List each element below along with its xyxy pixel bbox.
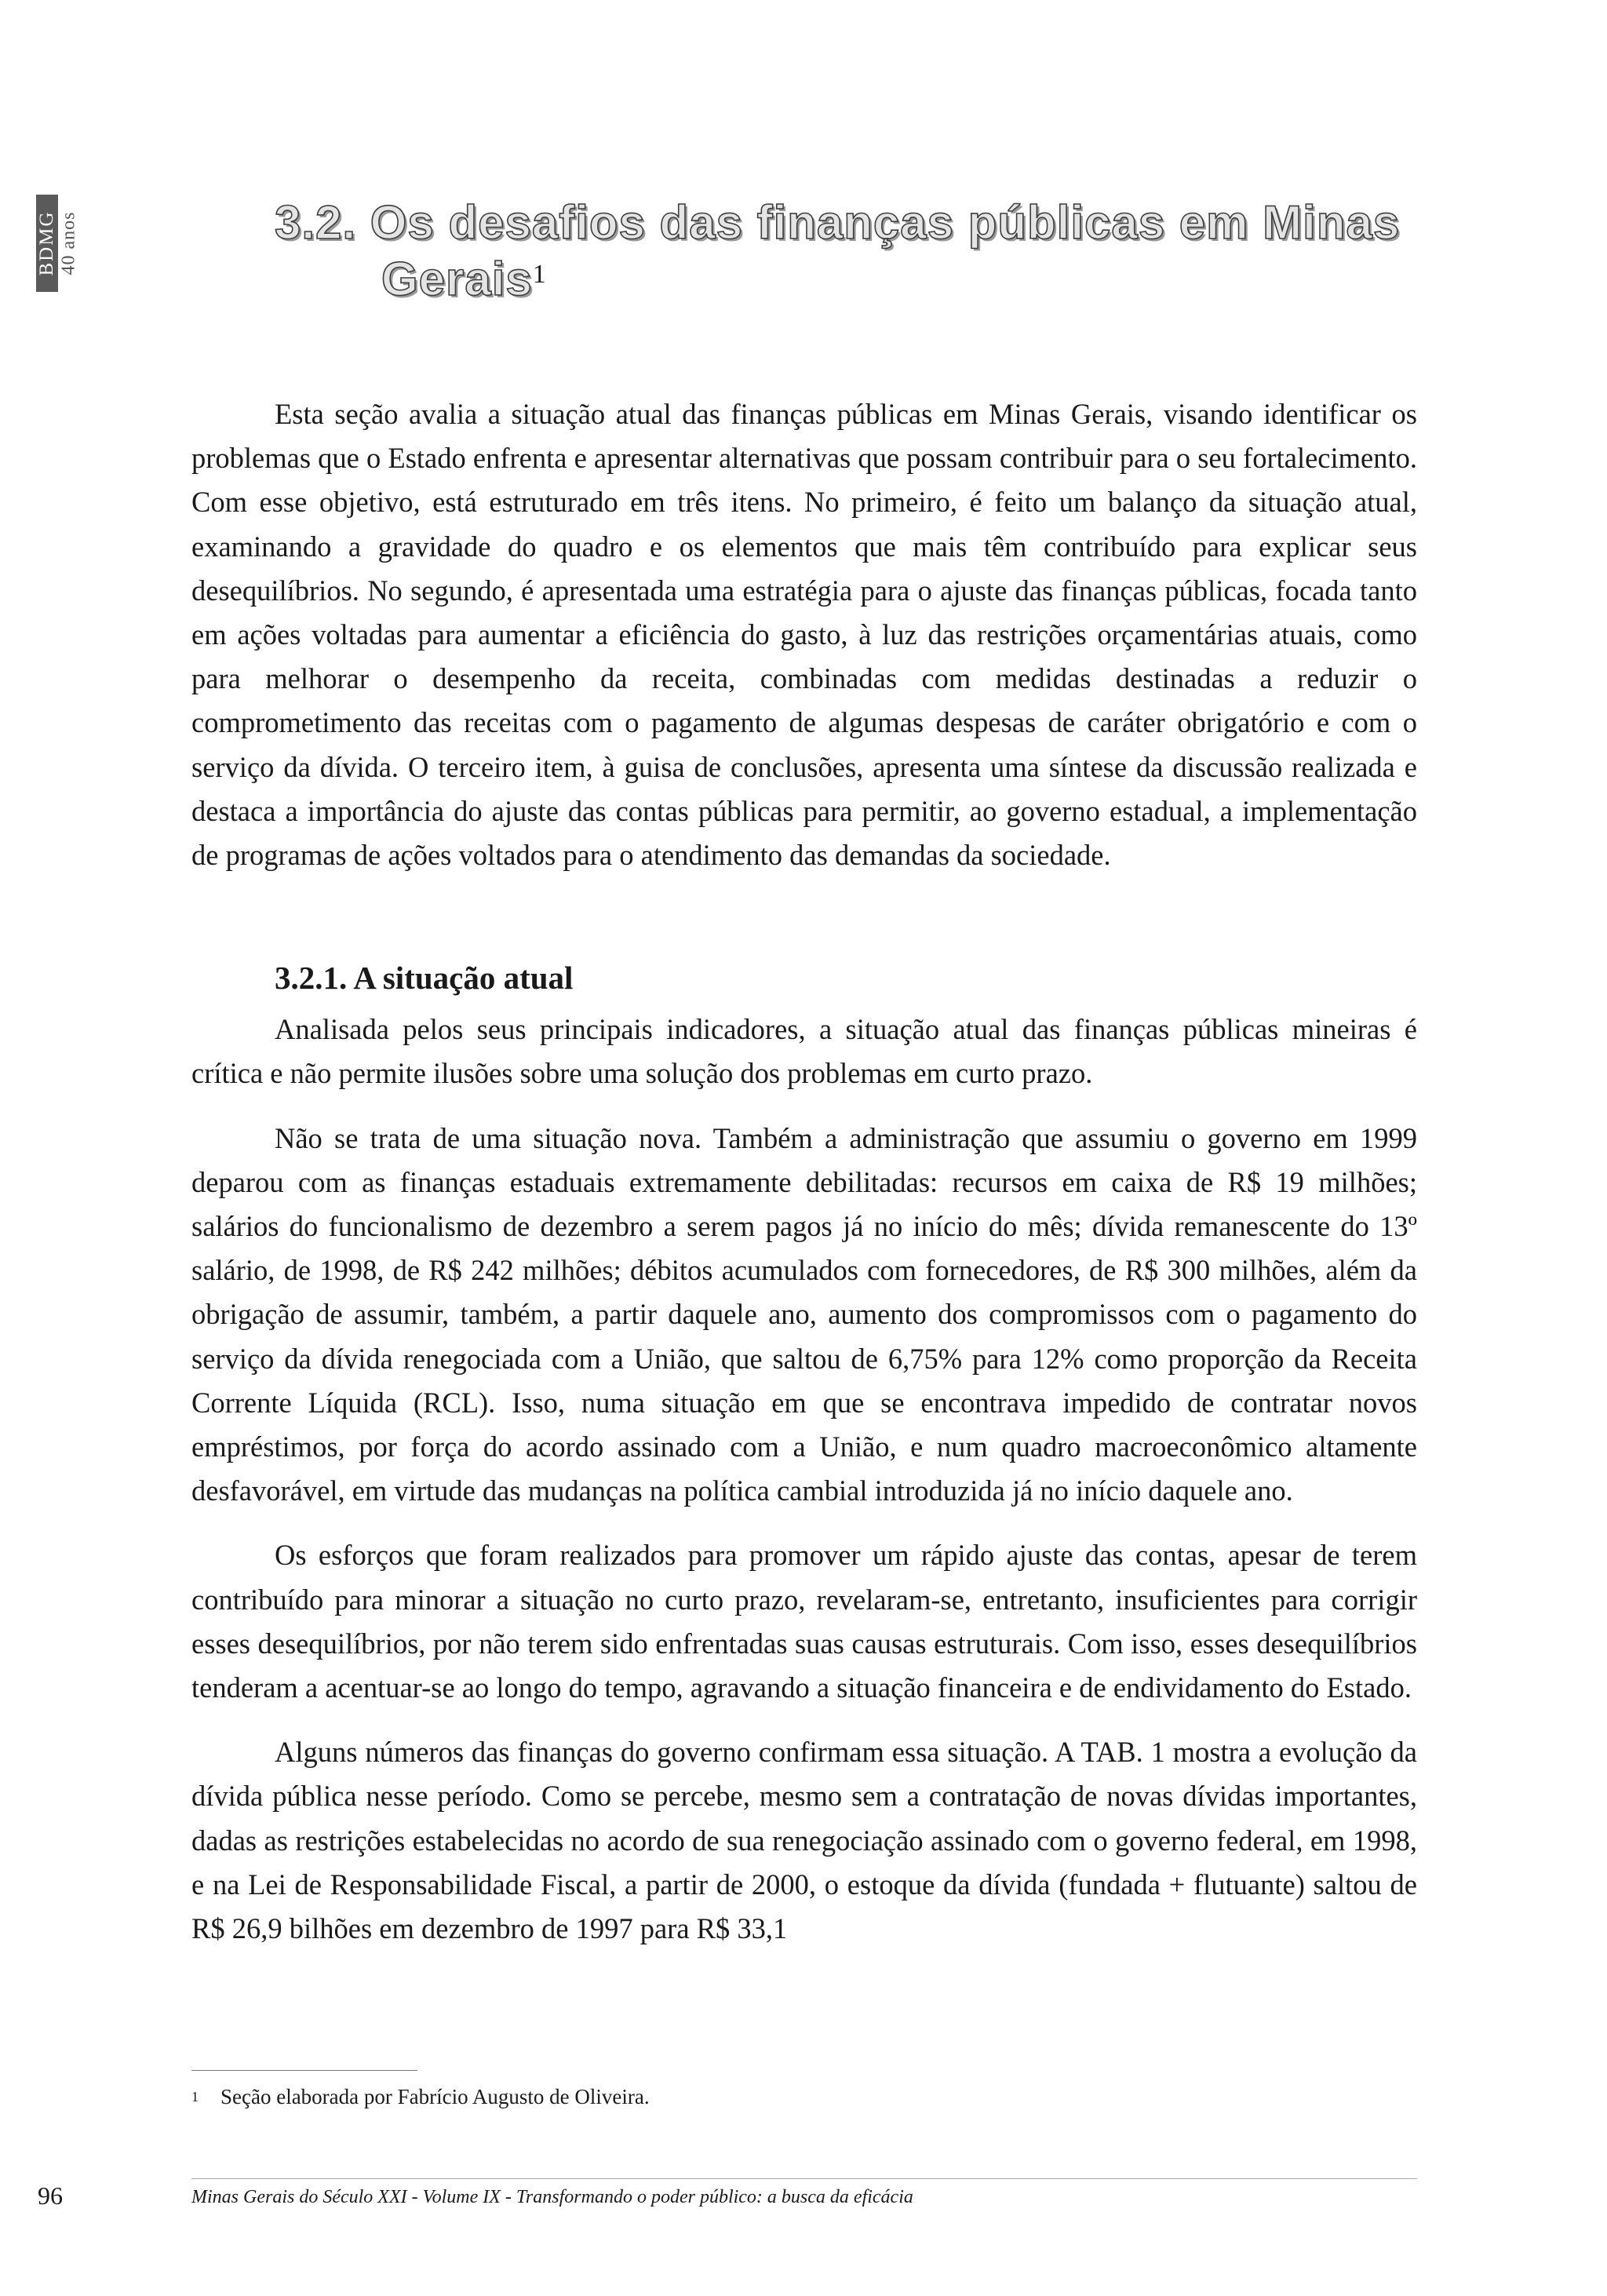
chapter-title-line2: Gerais xyxy=(381,253,533,305)
main-content xyxy=(191,392,1417,1951)
chapter-title-line2-wrap xyxy=(275,251,1436,308)
footnote-divider xyxy=(191,2070,417,2071)
intro-paragraph: Esta seção avalia a situação atual das finanças públicas em Minas Gerais, visando identificar os problemas que o Estado enfrenta e apresentar alternativas que possam contribuir para o seu fortalecimento. Com esse objetivo, está estruturado em três itens. No primeiro, é feito um balanço da situação atual, examinando a gravidade do quadro e os elementos que mais têm contribuído para explicar seus desequilíbrios. No segundo, é apresentada uma estratégia para o ajuste das finanças públicas, focada tanto em ações voltadas para aumentar a eficiência do gasto, à luz das restrições orçamentárias atuais, como para melhorar o desempenho da receita, combinadas com medidas destinadas a reduzir o comprometimento das receitas com o pagamento de algumas despesas de caráter obrigatório e com o serviço da dívida. O terceiro item, à guisa de conclusões, apresenta uma síntese da discussão realizada e destaca a importância do ajuste das contas públicas para permitir, ao governo estadual, a implementação de programas de ações voltados para o atendimento das demandas da sociedade. xyxy=(191,398,1417,872)
side-brand-mark xyxy=(36,195,79,292)
page-number: 96 xyxy=(38,2181,63,2210)
brand-sublabel: 40 anos xyxy=(58,211,79,275)
running-footer: Minas Gerais do Século XXI - Volume IX - Transformando o poder público: a busca da eficácia xyxy=(191,2187,913,2207)
footnote xyxy=(191,2083,1417,2111)
brand-sublabel-box xyxy=(58,195,80,292)
footnote-text: Seção elaborada por Fabrício Augusto de Oliveira. xyxy=(220,2085,650,2108)
footer-divider xyxy=(191,2178,1417,2179)
title-footnote-marker: 1 xyxy=(532,260,547,289)
footnote-marker: 1 xyxy=(191,2089,199,2105)
body-paragraph: Alguns números das finanças do governo confirmam essa situação. A TAB. 1 mostra a evolução da dívida pública nesse período. Como se percebe, mesmo sem a contratação de novas dívidas importantes, dadas as restrições estabelecidas no acordo de sua renegociação assinado com o governo federal, em 1998, e na Lei de Responsabilidade Fiscal, a partir de 2000, o estoque da dívida (fundada + flutuante) saltou de R$ 26,9 bilhões em dezembro de 1997 para R$ 33,1 xyxy=(191,1736,1417,1945)
brand-badge xyxy=(36,195,58,292)
section-heading: 3.2.1. A situação atual xyxy=(275,960,574,997)
body-paragraph: Não se trata de uma situação nova. Também a administração que assumiu o governo em 1999 deparou com as finanças estaduais extremamente debilitadas: recursos em caixa de R$ 19 milhões; salários do funcionalismo de dezembro a serem pagos já no início do mês; dívida remanescente do 13º salário, de 1998, de R$ 242 milhões; débitos acumulados com fornecedores, de R$ 300 milhões, além da obrigação de assumir, também, a partir daquele ano, aumento dos compromissos com o pagamento do serviço da dívida renegociada com a União, que saltou de 6,75% para 12% como proporção da Receita Corrente Líquida (RCL). Isso, numa situação em que se encontrava impedido de contratar novos empréstimos, por força do acordo assinado com a União, e num quadro macroeconômico altamente desfavorável, em virtude das mudanças na política cambial introduzida já no início daquele ano. xyxy=(191,1121,1417,1507)
body-paragraph: Analisada pelos seus principais indicadores, a situação atual das finanças públicas mineiras é crítica e não permite ilusões sobre uma solução dos problemas em curto prazo. xyxy=(191,1013,1417,1090)
chapter-title-line1: 3.2. Os desafios das finanças públicas em Minas xyxy=(275,196,1401,249)
chapter-title xyxy=(275,195,1436,308)
body-paragraph: Os esforços que foram realizados para promover um rápido ajuste das contas, apesar de terem contribuído para minorar a situação no curto prazo, revelaram-se, entretanto, insuficientes para corrigir esses desequilíbrios, por não terem sido enfrentadas suas causas estruturais. Com isso, esses desequilíbrios tenderam a acentuar-se ao longo do tempo, agravando a situação financeira e de endividamento do Estado. xyxy=(191,1539,1417,1704)
brand-label: BDMG xyxy=(36,210,57,276)
